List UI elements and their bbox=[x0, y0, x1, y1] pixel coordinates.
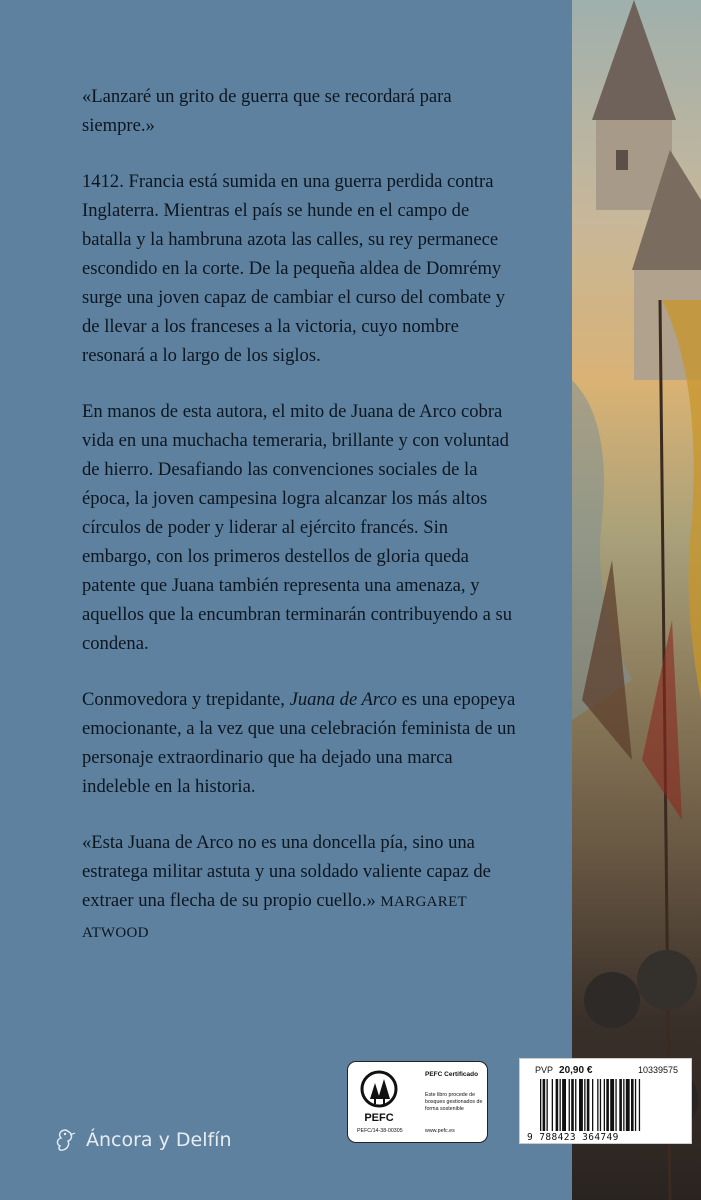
barcode-box bbox=[519, 1058, 692, 1144]
pefc-logo-text: PEFC bbox=[364, 1112, 394, 1124]
review-author: MARGARET ATWOOD bbox=[82, 894, 467, 941]
pefc-website: www.pefc.es bbox=[425, 1128, 455, 1134]
seahorse-logo-icon bbox=[52, 1127, 78, 1153]
price-row bbox=[535, 1065, 679, 1076]
opening-quote: «Lanzaré un grito de guerra que se recordará para siempre.» bbox=[82, 86, 452, 136]
pefc-tree-logo-icon bbox=[357, 1069, 401, 1125]
book-title-italic: Juana de Arco bbox=[289, 689, 397, 710]
product-code: 10339575 bbox=[638, 1065, 679, 1075]
barcode-bars bbox=[540, 1079, 688, 1131]
isbn-number: 9 788423 364749 bbox=[527, 1132, 619, 1143]
price: 20,90 € bbox=[559, 1065, 593, 1076]
cover-art-illustration bbox=[572, 0, 701, 1200]
publisher-imprint bbox=[52, 1122, 232, 1158]
pefc-code: PEFC/14-38-00305 bbox=[357, 1128, 403, 1134]
pefc-title: PEFC Certificado bbox=[425, 1071, 479, 1078]
cover-art-strip bbox=[572, 0, 701, 1200]
pefc-certification-box bbox=[347, 1061, 488, 1143]
publisher-name: Áncora y Delfín bbox=[86, 1129, 232, 1151]
synopsis-paragraph-2: En manos de esta autora, el mito de Juana de Arco cobra vida en una muchacha temeraria, brillante y con voluntad de hierro. Desafiando las convenciones sociales de la época, la joven campesina logra alcanzar los más altos círculos de poder y liderar al ejército francés. Sin embargo, con los primeros destellos de gloria queda patente que Juana también representa una amenaza, y aquellos que la encumbran terminarán contribuyendo a su condena. bbox=[82, 401, 513, 654]
synopsis-paragraph-3 bbox=[82, 685, 522, 801]
synopsis-paragraph-1: 1412. Francia está sumida en una guerra perdida contra Inglaterra. Mientras el país se hunde en el campo de batalla y la hambruna azota las calles, su rey permanece escondido en la corte. De la pequeña aldea de Domrémy surge una joven capaz de cambiar el curso del combate y de llevar a los franceses a la victoria, cuyo nombre resonará a lo largo de los siglos. bbox=[82, 171, 505, 366]
pefc-description: Este libro procede de bosques gestionados de forma sostenible bbox=[425, 1092, 483, 1112]
p4-before: Conmovedora y trepidante, bbox=[82, 689, 290, 710]
review-text: «Esta Juana de Arco no es una doncella pía, sino una estratega militar astuta y una soldado valiente capaz de extraer una flecha de su propio cuello.» bbox=[82, 832, 491, 911]
p4-after: es una epopeya emocionante, a la vez que una celebración feminista de un personaje extraordinario que ha dejado una marca indeleble en la historia. bbox=[82, 689, 516, 797]
review-quote bbox=[82, 828, 522, 948]
pvp-label: PVP bbox=[535, 1065, 554, 1075]
back-cover-blurb bbox=[82, 82, 522, 975]
